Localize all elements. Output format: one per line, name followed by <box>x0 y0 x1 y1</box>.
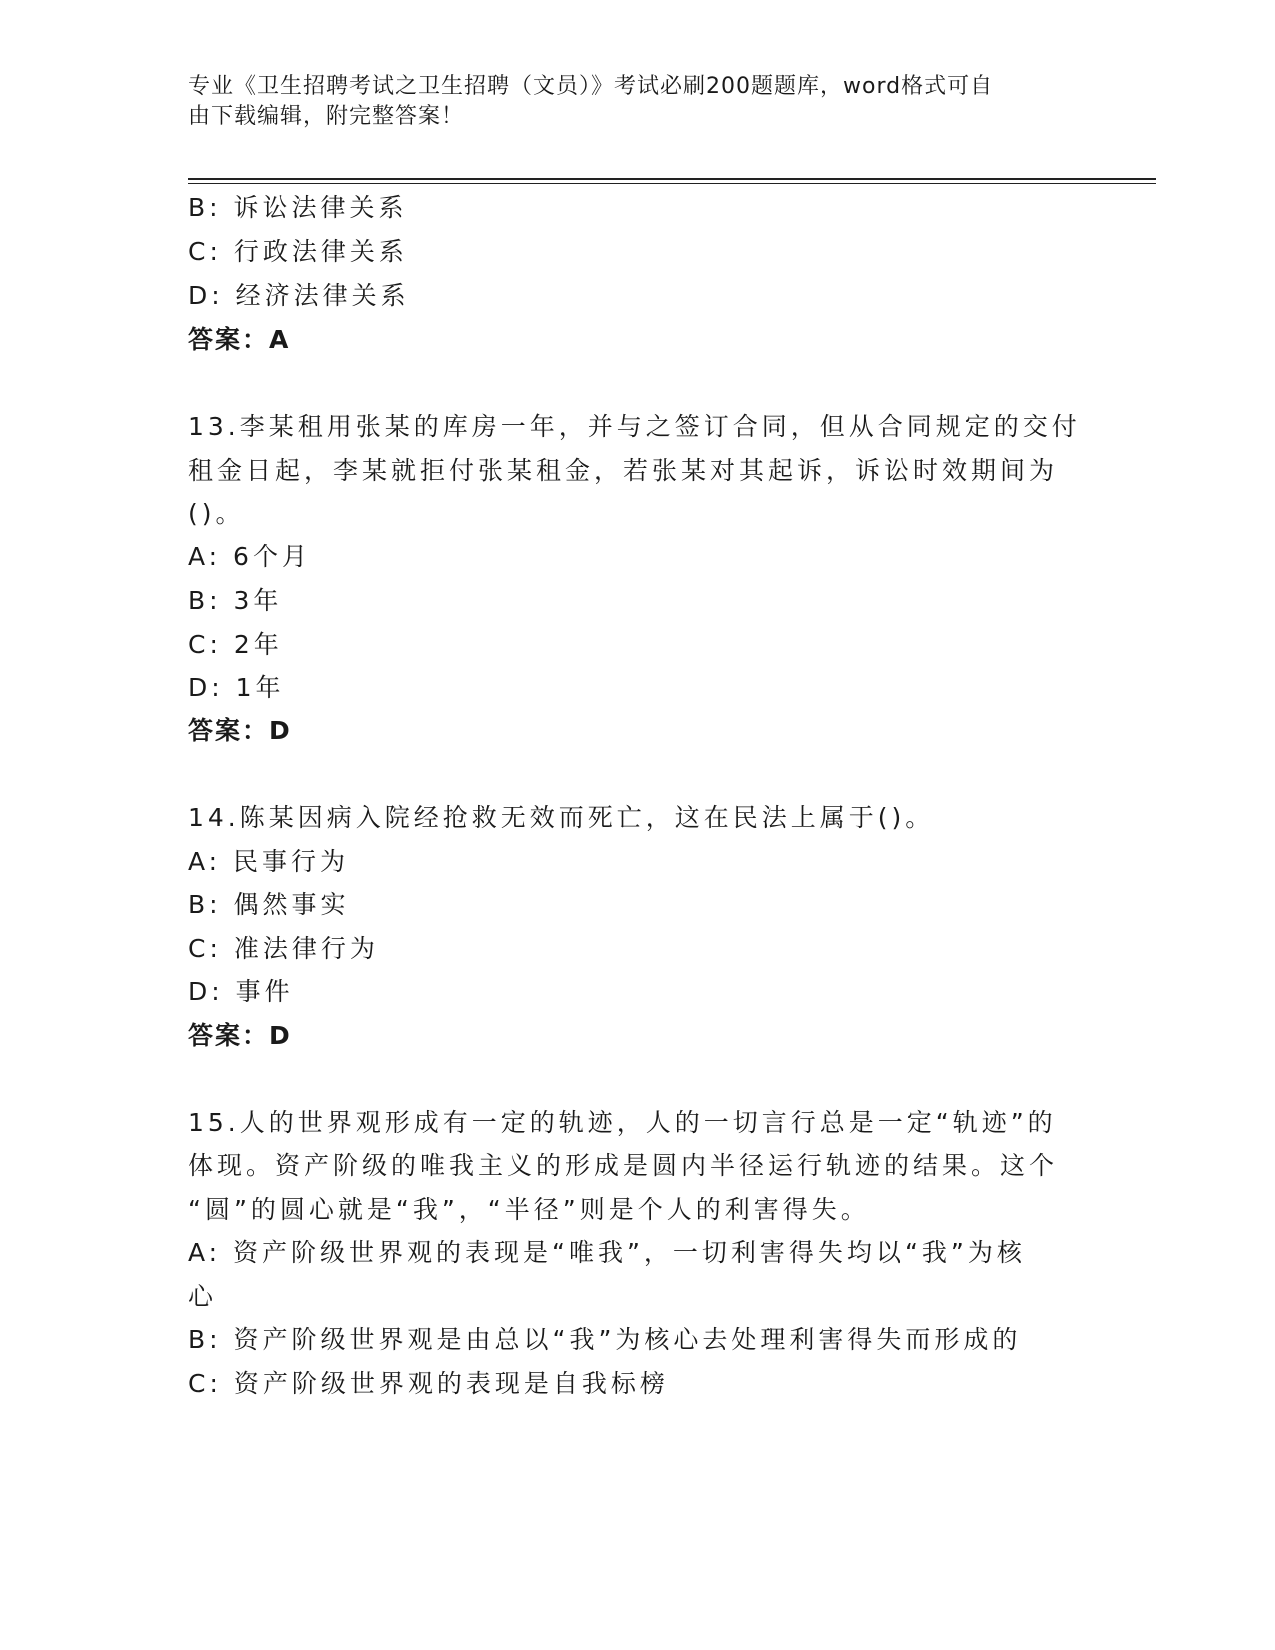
q14-option-b: B: 偶然事实 <box>188 890 350 919</box>
q15-option-b: B: 资产阶级世界观是由总以“我”为核心去处理利害得失而形成的 <box>188 1325 1022 1354</box>
q13-option-b: B: 3年 <box>188 586 283 615</box>
q13-option-a: A: 6个月 <box>188 542 311 571</box>
q14-option-a: A: 民事行为 <box>188 847 350 876</box>
q14-option-d: D: 事件 <box>188 977 294 1006</box>
document-header <box>188 72 1068 132</box>
q12-answer: 答案：A <box>188 325 291 354</box>
q13-stem-line-3: ()。 <box>188 499 245 528</box>
q13-stem-line-2: 租金日起，李某就拒付张某租金，若张某对其起诉，诉讼时效期间为 <box>188 456 1059 485</box>
q15-option-c: C: 资产阶级世界观的表现是自我标榜 <box>188 1369 669 1398</box>
q14-option-c: C: 准法律行为 <box>188 934 379 963</box>
q13-answer: 答案：D <box>188 716 292 745</box>
q15-stem-line-1: 15.人的世界观形成有一定的轨迹，人的一切言行总是一定“轨迹”的 <box>188 1108 1057 1137</box>
header-line-1: 专业《卫生招聘考试之卫生招聘（文员）》考试必刷200题题库，word格式可自 <box>188 74 994 99</box>
q12-option-c: C: 行政法律关系 <box>188 237 408 266</box>
q15-option-a-line-1: A: 资产阶级世界观的表现是“唯我”，一切利害得失均以“我”为核 <box>188 1238 1026 1267</box>
q12-option-d: D: 经济法律关系 <box>188 281 410 310</box>
q12-option-b: B: 诉讼法律关系 <box>188 193 408 222</box>
q14-answer: 答案：D <box>188 1021 292 1050</box>
header-divider-thick <box>188 178 1156 180</box>
q13-option-d: D: 1年 <box>188 673 285 702</box>
q15-stem-line-2: 体现。资产阶级的唯我主义的形成是圆内半径运行轨迹的结果。这个 <box>188 1151 1059 1180</box>
q13-option-c: C: 2年 <box>188 630 283 659</box>
header-divider-thin <box>188 183 1156 184</box>
header-line-2: 由下载编辑，附完整答案！ <box>188 104 465 129</box>
q14-stem-line-1: 14.陈某因病入院经抢救无效而死亡，这在民法上属于()。 <box>188 803 935 832</box>
q15-stem-line-3: “圆”的圆心就是“我”，“半径”则是个人的利害得失。 <box>188 1195 870 1224</box>
q13-stem-line-1: 13.李某租用张某的库房一年，并与之签订合同，但从合同规定的交付 <box>188 412 1081 441</box>
q15-option-a-line-2: 心 <box>188 1282 218 1311</box>
